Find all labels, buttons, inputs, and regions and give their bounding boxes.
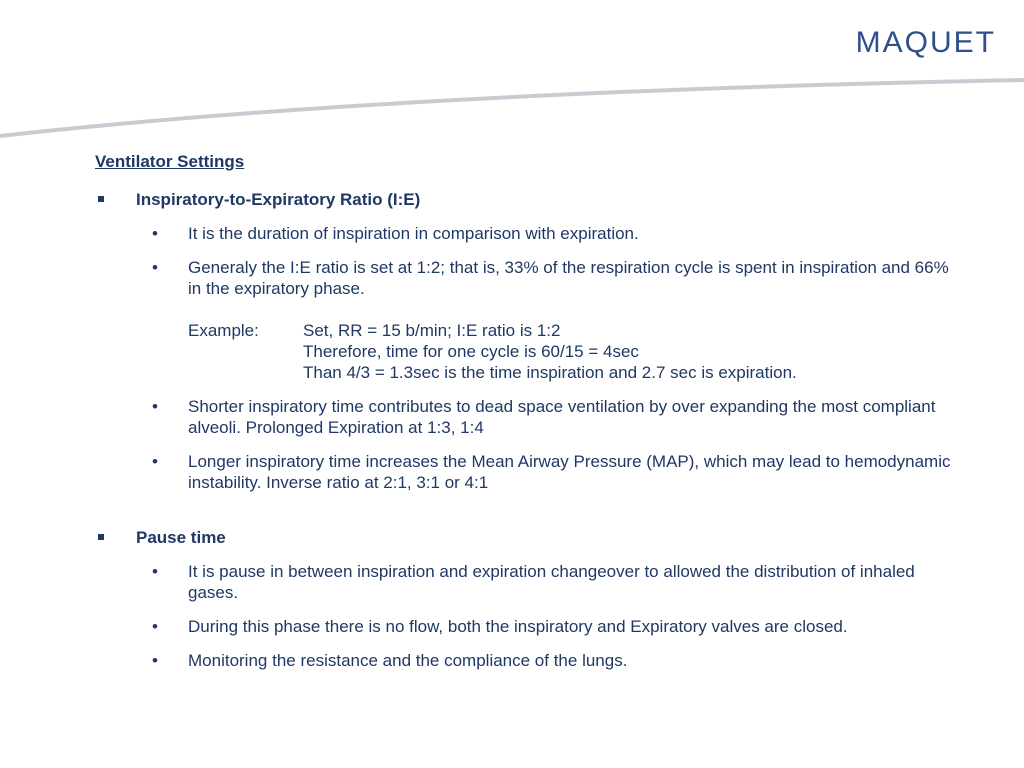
list-item xyxy=(98,650,958,671)
list-item-text: Longer inspiratory time increases the Mean Airway Pressure (MAP), which may lead to hemodynamic instability. Inverse ratio at 2:1, 3:1 or 4:1 xyxy=(188,452,951,492)
list-item-text: Monitoring the resistance and the compliance of the lungs. xyxy=(188,651,628,670)
list-item xyxy=(98,616,958,637)
bullet-dot-icon: • xyxy=(152,258,158,277)
list-item xyxy=(98,396,958,438)
example-line: Than 4/3 = 1.3sec is the time inspiration and 2.7 sec is expiration. xyxy=(303,363,797,382)
example-block xyxy=(188,320,958,383)
list-item xyxy=(98,257,958,383)
example-label: Example: xyxy=(188,321,259,340)
bullet-list xyxy=(98,223,958,493)
list-item xyxy=(98,223,958,244)
section-heading-text: Inspiratory-to-Expiratory Ratio (I:E) xyxy=(136,190,421,209)
list-item-text: Shorter inspiratory time contributes to dead space ventilation by over expanding the most compliant alveoli. Prolonged Expiration at 1:3, 1:4 xyxy=(188,397,936,437)
bullet-dot-icon: • xyxy=(152,452,158,471)
section-ie-ratio xyxy=(98,190,958,493)
slide-title: Ventilator Settings xyxy=(95,152,245,171)
bullet-list xyxy=(98,561,958,671)
list-item xyxy=(98,451,958,493)
header-swoosh-decoration xyxy=(0,70,1024,150)
square-bullet-icon xyxy=(98,196,104,202)
example-lines xyxy=(303,320,797,383)
square-bullet-icon xyxy=(98,534,104,540)
list-item-text: It is the duration of inspiration in comparison with expiration. xyxy=(188,224,639,243)
list-item-text: During this phase there is no flow, both the inspiratory and Expiratory valves are closed. xyxy=(188,617,848,636)
bullet-dot-icon: • xyxy=(152,617,158,636)
section-pause-time xyxy=(98,528,958,671)
section-heading-text: Pause time xyxy=(136,528,226,547)
list-item-text: Generaly the I:E ratio is set at 1:2; that is, 33% of the respiration cycle is spent in inspiration and 66% in the expiratory phase. xyxy=(188,258,949,298)
bullet-dot-icon: • xyxy=(152,562,158,581)
bullet-dot-icon: • xyxy=(152,224,158,243)
maquet-logo: MAQUET xyxy=(855,26,996,59)
bullet-dot-icon: • xyxy=(152,397,158,416)
list-item-text: It is pause in between inspiration and expiration changeover to allowed the distribution of inhaled gases. xyxy=(188,562,915,602)
example-line: Therefore, time for one cycle is 60/15 = 4sec xyxy=(303,342,639,361)
bullet-dot-icon: • xyxy=(152,651,158,670)
section-heading xyxy=(98,190,958,210)
list-item xyxy=(98,561,958,603)
example-line: Set, RR = 15 b/min; I:E ratio is 1:2 xyxy=(303,321,561,340)
section-heading xyxy=(98,528,958,548)
